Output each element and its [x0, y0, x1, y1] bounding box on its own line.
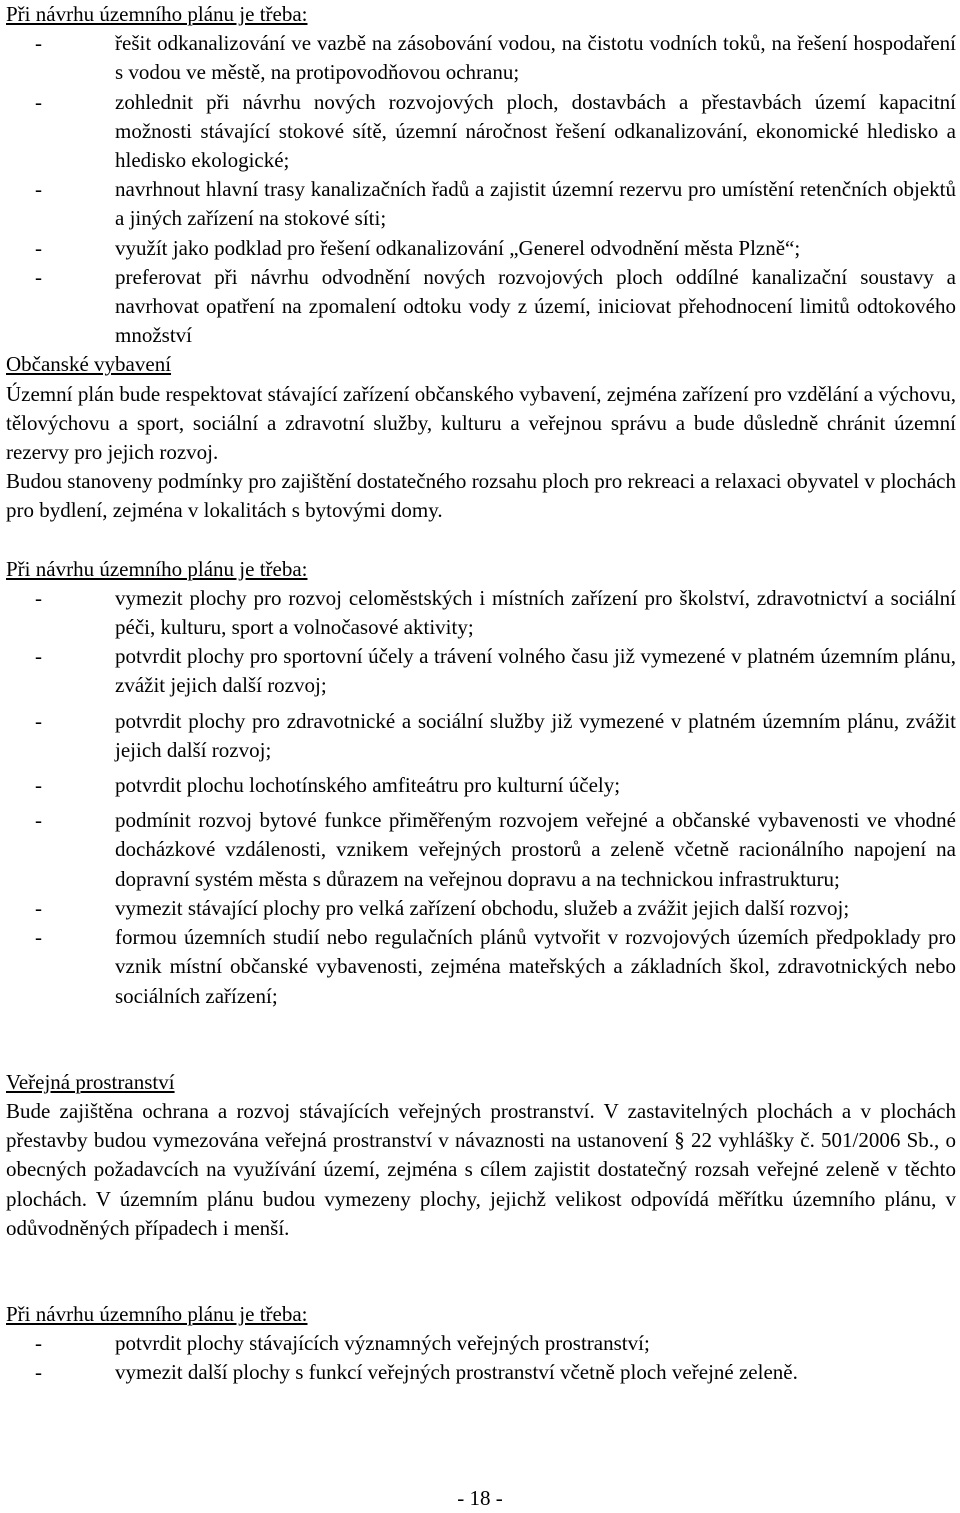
section-heading-3: Při návrhu územního plánu je třeba:	[6, 1301, 308, 1326]
list-item: - formou územních studií nebo regulačních plánů vytvořit v rozvojových územích předpoklady pro vznik místní občanské vybavenosti, zejména mateřských a základních škol, zdravotnických nebo sociálních zařízení;	[35, 925, 956, 1008]
section-heading-verejna: Veřejná prostranství	[6, 1069, 175, 1094]
list-item: - řešit odkanalizování ve vazbě na zásobování vodou, na čistotu vodních toků, na řešení hospodaření s vodou ve městě, na protipovodňovou ochranu;	[35, 31, 956, 85]
dash-bullet: -	[35, 1331, 42, 1356]
list-item: - potvrdit plochy pro zdravotnické a sociální služby již vymezené v platném územním plánu, zvážit jejich další rozvoj;	[35, 708, 956, 762]
dash-bullet: -	[35, 177, 42, 202]
dash-bullet: -	[35, 264, 42, 289]
list-item: - potvrdit plochu lochotínského amfiteátru pro kulturní účely;	[6, 771, 956, 800]
paragraph-verejna: Bude zajištěna ochrana a rozvoj stávajících veřejných prostranství. V zastavitelných plochách a v plochách přestavby budou vymezována veřejná prostranství v návaznosti na ustanovení § 22 vyhlášky č. 501/2006 Sb., o obecných požadavcích na využívání území, zejména s cílem zajistit dostatečný rozsah veřejné zeleně v těchto plochách. V územním plánu budou vymezeny plochy, jejichž velikost odpovídá měřítku územního plánu, v odůvodněných případech i menší.	[6, 1098, 956, 1240]
paragraph-obcanske-1: Územní plán bude respektovat stávající zařízení občanského vybavení, zejména zařízení pro vzdělání a výchovu, tělovýchovu a sport, sociální a zdravotní služby, kulturu a veřejnou správu a bude důsledně chránit územní rezervy pro jejich rozvoj.	[6, 381, 956, 465]
dash-bullet: -	[35, 895, 42, 920]
dash-bullet: -	[35, 773, 42, 798]
section-heading-2: Při návrhu územního plánu je třeba:	[6, 556, 308, 581]
list-item: - zohlednit při návrhu nových rozvojových ploch, dostavbách a přestavbách území kapacitní možnosti stávající stokové sítě, územní náročnost řešení odkanalizování, ekonomické hledisko a hledisko ekologické;	[35, 89, 956, 173]
paragraph-obcanske-2: Budou stanoveny podmínky pro zajištění dostatečného rozsahu ploch pro rekreaci a relaxaci obyvatel v plochách pro bydlení, zejména v lokalitách s bytovými domy.	[6, 469, 956, 523]
dash-bullet: -	[35, 31, 42, 56]
requirements-list-3	[6, 1329, 956, 1387]
spacer	[6, 526, 956, 555]
dash-bullet: -	[35, 925, 42, 950]
list-item: - vymezit plochy pro rozvoj celoměstských i místních zařízení pro školství, zdravotnictví a sociální péči, kulturu, sport a volnočasové aktivity;	[35, 585, 956, 640]
list-item: - využít jako podklad pro řešení odkanalizování „Generel odvodnění města Plzně“;	[6, 234, 956, 263]
list-item: - navrhnout hlavní trasy kanalizačních řadů a zajistit územní rezervu pro umístění retenčních objektů a jiných zařízení na stokové síti;	[35, 177, 956, 231]
list-item: - podmínit rozvoj bytové funkce přiměřeným rozvojem veřejné a občanské vybavenosti ve vhodné docházkové vzdálenosti, vznikem veřejných prostorů a zeleně včetně racionálního napojení na dopravní systém města s důrazem na veřejnou dopravu a na technickou infrastrukturu;	[35, 808, 956, 891]
dash-bullet: -	[35, 235, 42, 260]
requirements-list-2	[6, 584, 956, 1011]
section-heading-1: Při návrhu územního plánu je třeba:	[6, 2, 308, 26]
section-heading-obcanske: Občanské vybavení	[6, 352, 172, 377]
list-item: - potvrdit plochy stávajících významných veřejných prostranství;	[6, 1329, 956, 1358]
list-item: - vymezit další plochy s funkcí veřejných prostranství včetně ploch veřejné zeleně.	[6, 1358, 956, 1387]
dash-bullet: -	[35, 585, 42, 610]
list-item: - vymezit stávající plochy pro velká zařízení obchodu, služeb a zvážit jejich další rozvoj;	[6, 894, 956, 923]
dash-bullet: -	[35, 89, 42, 114]
requirements-list-1	[6, 29, 956, 350]
dash-bullet: -	[35, 1360, 42, 1385]
page-number: - 18 -	[457, 1486, 503, 1510]
dash-bullet: -	[35, 808, 42, 833]
dash-bullet: -	[35, 708, 42, 733]
list-item: - preferovat při návrhu odvodnění nových rozvojových ploch oddílné kanalizační soustavy a navrhovat opatření na zpomalení odtoku vody z území, iniciovat přehodnocení limitů odtokového množství	[35, 264, 956, 348]
spacer	[6, 1243, 956, 1300]
dash-bullet: -	[35, 644, 42, 669]
document-page	[6, 0, 956, 1388]
list-item: - potvrdit plochy pro sportovní účely a trávení volného času již vymezené v platném územním plánu, zvážit jejich další rozvoj;	[35, 644, 956, 698]
spacer	[6, 1011, 956, 1068]
